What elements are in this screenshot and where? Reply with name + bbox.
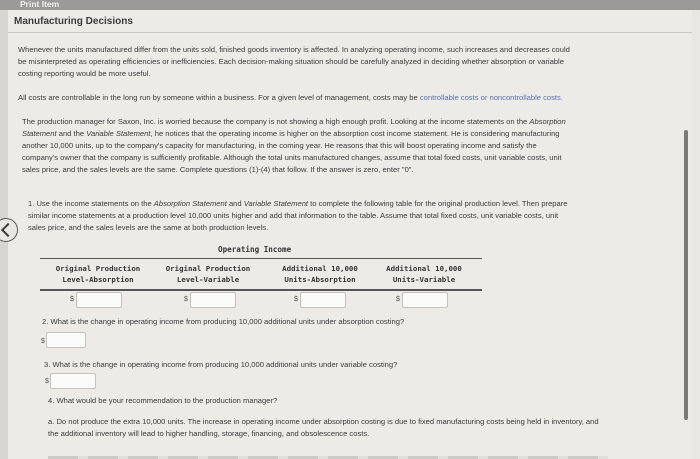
- q1-emphasis: Absorption Statement: [153, 199, 227, 208]
- intro-paragraph: [18, 44, 690, 80]
- content-page: [8, 10, 692, 459]
- question-2: 2. What is the change in operating income from producing 10,000 additional units under absorption costing?: [42, 317, 405, 326]
- option-a-line: the additional inventory will lead to higher handling, storage, financing, and obsolescence costs.: [48, 429, 370, 438]
- column-header-line: Additional 10,000: [386, 264, 462, 273]
- costs-paragraph: [18, 92, 690, 104]
- print-item-label: Print Item: [20, 0, 60, 9]
- column-header-line: Additional 10,000: [282, 264, 358, 273]
- answer-input-orig-variable[interactable]: [190, 292, 236, 308]
- question-3: 3. What is the change in operating income from producing 10,000 additional units under variable costing?: [44, 360, 398, 369]
- column-header-line: Level-Absorption: [62, 275, 134, 284]
- column-header-orig-absorption: [46, 263, 150, 285]
- column-header-line: Units-Variable: [392, 275, 456, 284]
- column-header-line: Units-Absorption: [284, 275, 356, 284]
- table-top-rule: [40, 258, 482, 259]
- currency-symbol: $: [184, 296, 188, 303]
- scenario-text: and the: [56, 129, 87, 138]
- q1-text: and: [226, 199, 244, 208]
- column-header-orig-variable: [158, 263, 258, 285]
- q1-text: sales price, and the sales levels are the same at both production levels.: [28, 223, 269, 232]
- scenario-text: , he notices that the operating income is higher on the absorption cost income statement. He is considering manufacturing: [150, 129, 560, 138]
- answer-input-add-variable[interactable]: [402, 292, 448, 308]
- table-header-rule: [40, 289, 482, 291]
- answer-input-add-absorption[interactable]: [300, 292, 346, 308]
- scrollbar[interactable]: [684, 130, 688, 420]
- scenario-paragraph: [22, 116, 690, 176]
- q1-text: 1. Use the income statements on the: [28, 199, 154, 208]
- currency-symbol: $: [45, 378, 49, 385]
- currency-symbol: $: [294, 296, 298, 303]
- answer-input-orig-absorption[interactable]: [76, 292, 122, 308]
- column-header-line: Original Production: [165, 264, 251, 273]
- intro-line: be misinterpreted as operating efficiencies or inefficiencies. Each decision-making situation should be carefully analyzed in deciding whether absorption or variable: [18, 57, 564, 66]
- intro-line: costing reporting would be more useful.: [18, 69, 151, 78]
- question-1: [28, 198, 690, 234]
- costs-text: All costs are controllable in the long run by someone within a business. For a given level of management, costs may be: [18, 93, 420, 102]
- answer-input-q3[interactable]: [50, 373, 96, 389]
- q4-option-a[interactable]: [48, 416, 668, 440]
- currency-symbol: $: [70, 296, 74, 303]
- scenario-emphasis: Absorption: [529, 117, 566, 126]
- column-header-line: Original Production: [55, 264, 141, 273]
- q1-text: to complete the following table for the original production level. Then prepare: [308, 199, 568, 208]
- answer-input-q2[interactable]: [46, 332, 86, 348]
- column-header-add-variable: [374, 263, 474, 285]
- column-header-add-absorption: [270, 263, 370, 285]
- scenario-text: another 10,000 units, up to the company's capacity for manufacturing, in the coming year. He reasons that this will boost operating income and satisfy the: [22, 141, 537, 150]
- controllable-costs-link[interactable]: controllable costs or noncontrollable costs.: [419, 93, 563, 102]
- currency-symbol: $: [396, 296, 400, 303]
- option-a-line: a. Do not produce the extra 10,000 units. The increase in operating income under absorption costing is due to fixed manufacturing costs being held in inventory, and: [48, 417, 599, 426]
- intro-line: Whenever the units manufactured differ from the units sold, finished goods inventory is affected. In analyzing operating income, such increases and decreases could: [18, 45, 570, 54]
- question-4: 4. What would be your recommendation to the production manager?: [48, 396, 278, 405]
- q1-emphasis: Variable Statement: [243, 199, 309, 208]
- table-title: Operating Income: [218, 245, 292, 254]
- column-header-line: Level-Variable: [176, 275, 240, 284]
- scenario-text: sales price, and the sales levels are the same. Complete questions (1)-(4) that follow. If the answer is zero, enter "0".: [22, 165, 414, 174]
- scenario-emphasis: Variable Statement: [86, 129, 151, 138]
- scenario-text: company's owner that the company is sufficiently profitable. Although the total units manufactured changes, assume that total fixed costs, unit variable costs, unit: [22, 153, 562, 162]
- top-bar: [0, 0, 700, 10]
- page-title: Manufacturing Decisions: [14, 16, 133, 27]
- title-divider: [8, 32, 692, 33]
- scenario-text: The production manager for Saxon, Inc. is worried because the company is not showing a high enough profit. Looking at the income statements on the: [22, 117, 530, 126]
- currency-symbol: $: [41, 338, 45, 345]
- scenario-emphasis: Statement: [22, 129, 57, 138]
- q1-text: similar income statements at a production level 10,000 units higher and add that information to the table. Assume that total fixed costs, unit variable costs, unit: [28, 211, 559, 220]
